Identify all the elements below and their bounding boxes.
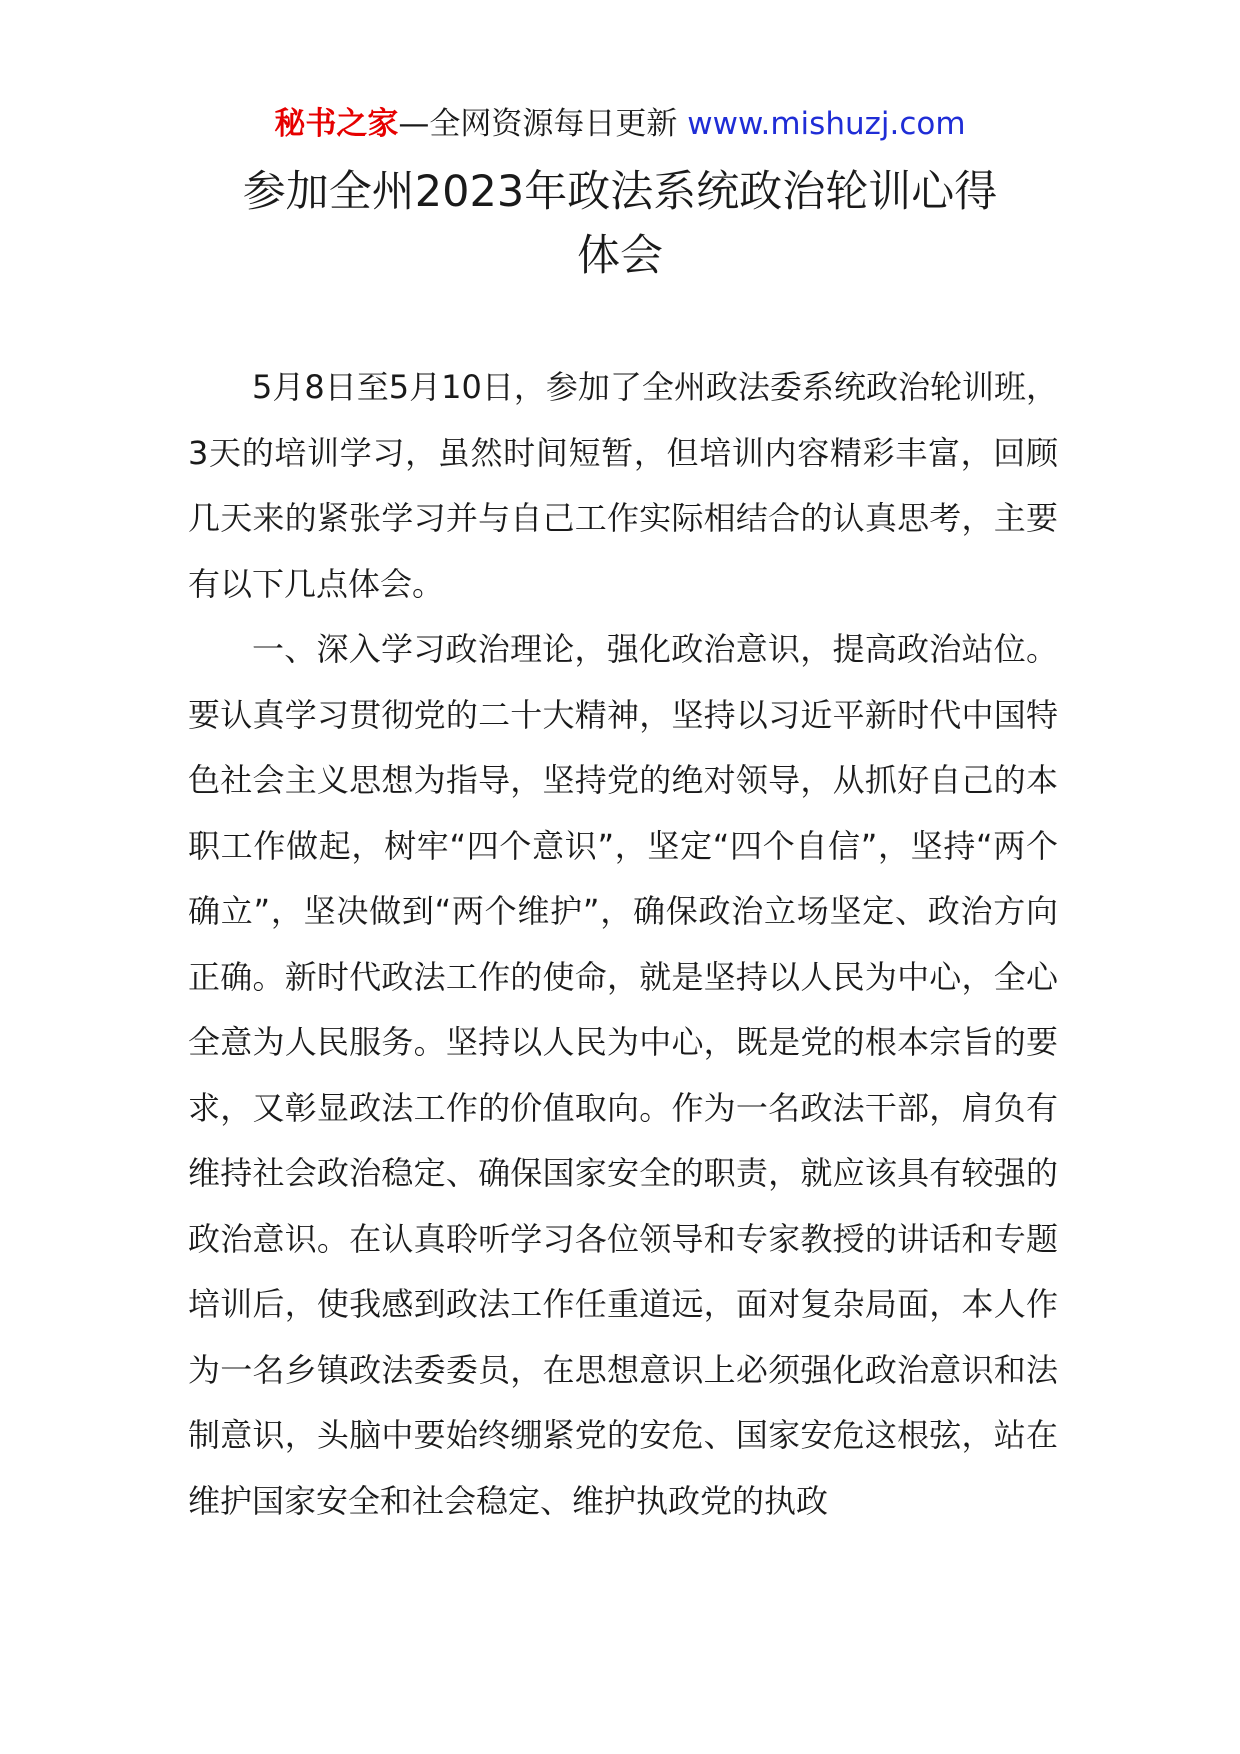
paragraph-section-one: 一、深入学习政治理论，强化政治意识，提高政治站位。要认真学习贯彻党的二十大精神，坚持以习近平新时代中国特色社会主义思想为指导，坚持党的绝对领导，从抓好自己的本职工作做起，树牢“四个意识”，坚定“四个自信”，坚持“两个确立”，坚决做到“两个维护”，确保政治立场坚定、政治方向正确。新时代政法工作的使命，就是坚持以人民为中心，全心全意为人民服务。坚持以人民为中心，既是党的根本宗旨的要求，又彰显政法工作的价值取向。作为一名政法干部，肩负有维持社会政治稳定、确保国家安全的职责，就应该具有较强的政治意识。在认真聆听学习各位领导和专家教授的讲话和专题培训后，使我感到政法工作任重道远，面对复杂局面，本人作为一名乡镇政法委委员，在思想意识上必须强化政治意识和法制意识，头脑中要始终绷紧党的安危、国家安危这根弦，站在维护国家安全和社会稳定、维护执政党的执政 <box>188 630 1058 1520</box>
paragraph-intro: 5月8日至5月10日，参加了全州政法委系统政治轮训班，3天的培训学习，虽然时间短暂，但培训内容精彩丰富，回顾几天来的紧张学习并与自己工作实际相结合的认真思考，主要有以下几点体会。 <box>188 368 1058 603</box>
document-title <box>150 160 1090 288</box>
document-title-line-2: 体会 <box>577 231 663 281</box>
document-body <box>188 355 1058 1534</box>
site-header <box>0 100 1240 148</box>
site-url-link[interactable]: www.mishuzj.com <box>687 106 966 142</box>
site-tagline: —全网资源每日更新 <box>398 106 688 142</box>
document-title-line-1: 参加全州2023年政法系统政治轮训心得 <box>242 167 998 217</box>
site-brand: 秘书之家 <box>274 106 399 142</box>
